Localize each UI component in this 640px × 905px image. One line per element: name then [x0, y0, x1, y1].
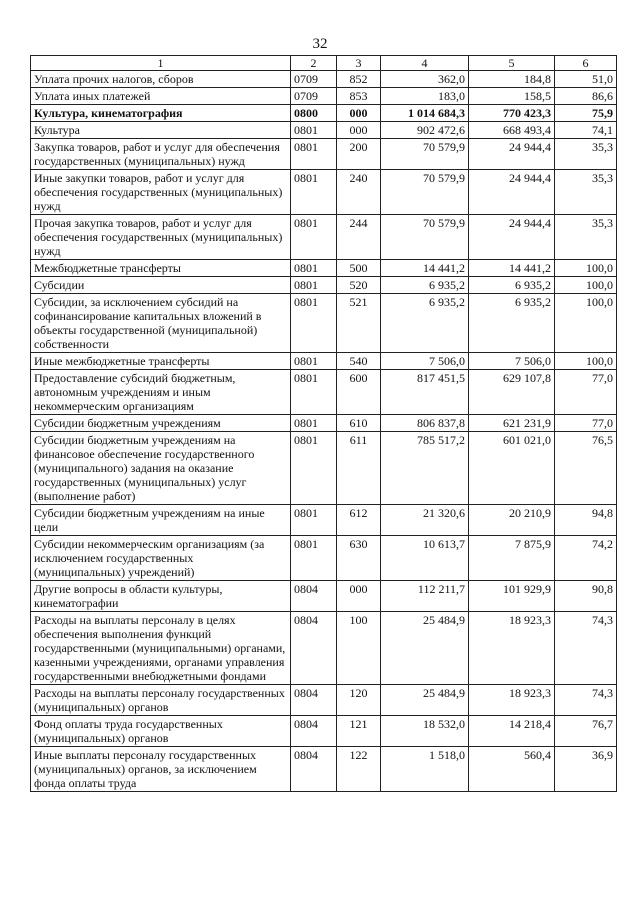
percent-cell: 76,7	[555, 716, 617, 747]
planned-amount-cell: 112 211,7	[381, 581, 469, 612]
expense-code-cell: 520	[337, 277, 381, 294]
section-code-cell: 0801	[291, 536, 337, 581]
planned-amount-cell: 7 506,0	[381, 353, 469, 370]
actual-amount-cell: 18 923,3	[469, 685, 555, 716]
expense-code-cell: 244	[337, 215, 381, 260]
row-name-cell: Прочая закупка товаров, работ и услуг для обеспечения государственных (муниципальных) нужд	[31, 215, 291, 260]
planned-amount-cell: 21 320,6	[381, 505, 469, 536]
page-number: 32	[312, 36, 328, 52]
actual-amount-cell: 668 493,4	[469, 122, 555, 139]
planned-amount-cell: 902 472,6	[381, 122, 469, 139]
actual-amount-cell: 158,5	[469, 88, 555, 105]
column-header: 6	[555, 56, 617, 71]
column-header: 4	[381, 56, 469, 71]
expense-code-cell: 200	[337, 139, 381, 170]
section-code-cell: 0801	[291, 370, 337, 415]
row-name-cell: Культура	[31, 122, 291, 139]
section-code-cell: 0709	[291, 88, 337, 105]
expense-code-cell: 000	[337, 105, 381, 122]
row-name-cell: Уплата иных платежей	[31, 88, 291, 105]
actual-amount-cell: 184,8	[469, 71, 555, 88]
actual-amount-cell: 6 935,2	[469, 294, 555, 353]
actual-amount-cell: 24 944,4	[469, 170, 555, 215]
table-row	[31, 581, 617, 612]
row-name-cell: Предоставление субсидий бюджетным, автономным учреждениям и иным некоммерческим организациям	[31, 370, 291, 415]
row-name-cell: Расходы на выплаты персоналу в целях обеспечения выполнения функций государственными (муниципальными) органами, казенными учреждениями, органами управления государственными внебюджетными фондами	[31, 612, 291, 685]
planned-amount-cell: 785 517,2	[381, 432, 469, 505]
table-row	[31, 88, 617, 105]
row-name-cell: Межбюджетные трансферты	[31, 260, 291, 277]
percent-cell: 74,2	[555, 536, 617, 581]
table-row	[31, 685, 617, 716]
expense-code-cell: 122	[337, 747, 381, 792]
expense-code-cell: 540	[337, 353, 381, 370]
row-name-cell: Другие вопросы в области культуры, кинематографии	[31, 581, 291, 612]
actual-amount-cell: 101 929,9	[469, 581, 555, 612]
actual-amount-cell: 770 423,3	[469, 105, 555, 122]
row-name-cell: Расходы на выплаты персоналу государственных (муниципальных) органов	[31, 685, 291, 716]
actual-amount-cell: 7 506,0	[469, 353, 555, 370]
expense-code-cell: 630	[337, 536, 381, 581]
planned-amount-cell: 18 532,0	[381, 716, 469, 747]
row-name-cell: Субсидии бюджетным учреждениям на финансовое обеспечение государственного (муниципального) задания на оказание государственных (муниципальных) услуг (выполнение работ)	[31, 432, 291, 505]
section-code-cell: 0801	[291, 505, 337, 536]
column-header: 2	[291, 56, 337, 71]
planned-amount-cell: 10 613,7	[381, 536, 469, 581]
expense-code-cell: 120	[337, 685, 381, 716]
expense-code-cell: 000	[337, 581, 381, 612]
section-code-cell: 0804	[291, 581, 337, 612]
row-name-cell: Субсидии, за исключением субсидий на софинансирование капитальных вложений в объекты государственной (муниципальной) собственности	[31, 294, 291, 353]
table-row	[31, 71, 617, 88]
section-code-cell: 0801	[291, 294, 337, 353]
actual-amount-cell: 14 441,2	[469, 260, 555, 277]
table-row	[31, 747, 617, 792]
table-body	[31, 56, 617, 792]
actual-amount-cell: 601 021,0	[469, 432, 555, 505]
percent-cell: 35,3	[555, 170, 617, 215]
row-name-cell: Субсидии бюджетным учреждениям	[31, 415, 291, 432]
planned-amount-cell: 70 579,9	[381, 170, 469, 215]
section-code-cell: 0801	[291, 277, 337, 294]
planned-amount-cell: 6 935,2	[381, 277, 469, 294]
table-row	[31, 294, 617, 353]
row-name-cell: Уплата прочих налогов, сборов	[31, 71, 291, 88]
table-row	[31, 716, 617, 747]
planned-amount-cell: 14 441,2	[381, 260, 469, 277]
percent-cell: 35,3	[555, 215, 617, 260]
table-row	[31, 215, 617, 260]
expense-code-cell: 521	[337, 294, 381, 353]
percent-cell: 90,8	[555, 581, 617, 612]
expense-code-cell: 611	[337, 432, 381, 505]
expense-code-cell: 610	[337, 415, 381, 432]
expense-code-cell: 853	[337, 88, 381, 105]
actual-amount-cell: 18 923,3	[469, 612, 555, 685]
planned-amount-cell: 362,0	[381, 71, 469, 88]
percent-cell: 75,9	[555, 105, 617, 122]
table-row	[31, 105, 617, 122]
percent-cell: 74,1	[555, 122, 617, 139]
column-header: 3	[337, 56, 381, 71]
actual-amount-cell: 629 107,8	[469, 370, 555, 415]
table-row	[31, 415, 617, 432]
percent-cell: 100,0	[555, 294, 617, 353]
actual-amount-cell: 24 944,4	[469, 215, 555, 260]
expense-code-cell: 000	[337, 122, 381, 139]
expense-code-cell: 121	[337, 716, 381, 747]
planned-amount-cell: 25 484,9	[381, 612, 469, 685]
percent-cell: 86,6	[555, 88, 617, 105]
table-row	[31, 170, 617, 215]
row-name-cell: Фонд оплаты труда государственных (муниципальных) органов	[31, 716, 291, 747]
percent-cell: 100,0	[555, 277, 617, 294]
percent-cell: 74,3	[555, 685, 617, 716]
table-row	[31, 505, 617, 536]
section-code-cell: 0801	[291, 122, 337, 139]
row-name-cell: Закупка товаров, работ и услуг для обеспечения государственных (муниципальных) нужд	[31, 139, 291, 170]
table-row	[31, 370, 617, 415]
percent-cell: 100,0	[555, 260, 617, 277]
percent-cell: 76,5	[555, 432, 617, 505]
actual-amount-cell: 6 935,2	[469, 277, 555, 294]
planned-amount-cell: 70 579,9	[381, 215, 469, 260]
expense-code-cell: 240	[337, 170, 381, 215]
section-code-cell: 0709	[291, 71, 337, 88]
budget-table	[30, 55, 617, 792]
table-row	[31, 122, 617, 139]
planned-amount-cell: 817 451,5	[381, 370, 469, 415]
planned-amount-cell: 1 014 684,3	[381, 105, 469, 122]
row-name-cell: Иные выплаты персоналу государственных (муниципальных) органов, за исключением фонда оплаты труда	[31, 747, 291, 792]
section-code-cell: 0804	[291, 747, 337, 792]
row-name-cell: Субсидии	[31, 277, 291, 294]
row-name-cell: Иные межбюджетные трансферты	[31, 353, 291, 370]
percent-cell: 35,3	[555, 139, 617, 170]
planned-amount-cell: 183,0	[381, 88, 469, 105]
table-row	[31, 432, 617, 505]
section-code-cell: 0801	[291, 170, 337, 215]
actual-amount-cell: 14 218,4	[469, 716, 555, 747]
expense-code-cell: 100	[337, 612, 381, 685]
planned-amount-cell: 806 837,8	[381, 415, 469, 432]
actual-amount-cell: 24 944,4	[469, 139, 555, 170]
header-row	[31, 56, 617, 71]
actual-amount-cell: 7 875,9	[469, 536, 555, 581]
table-row	[31, 260, 617, 277]
expense-code-cell: 852	[337, 71, 381, 88]
percent-cell: 51,0	[555, 71, 617, 88]
expense-code-cell: 612	[337, 505, 381, 536]
table-row	[31, 139, 617, 170]
expense-code-cell: 500	[337, 260, 381, 277]
row-name-cell: Субсидии некоммерческим организациям (за исключением государственных (муниципальных) учреждений)	[31, 536, 291, 581]
section-code-cell: 0804	[291, 685, 337, 716]
section-code-cell: 0804	[291, 612, 337, 685]
table-row	[31, 277, 617, 294]
percent-cell: 77,0	[555, 370, 617, 415]
percent-cell: 77,0	[555, 415, 617, 432]
table-row	[31, 612, 617, 685]
section-code-cell: 0801	[291, 139, 337, 170]
row-name-cell: Культура, кинематография	[31, 105, 291, 122]
section-code-cell: 0801	[291, 353, 337, 370]
section-code-cell: 0801	[291, 432, 337, 505]
table-row	[31, 536, 617, 581]
planned-amount-cell: 1 518,0	[381, 747, 469, 792]
column-header: 1	[31, 56, 291, 71]
section-code-cell: 0800	[291, 105, 337, 122]
planned-amount-cell: 6 935,2	[381, 294, 469, 353]
actual-amount-cell: 560,4	[469, 747, 555, 792]
section-code-cell: 0801	[291, 215, 337, 260]
section-code-cell: 0801	[291, 415, 337, 432]
section-code-cell: 0804	[291, 716, 337, 747]
expense-code-cell: 600	[337, 370, 381, 415]
actual-amount-cell: 20 210,9	[469, 505, 555, 536]
percent-cell: 36,9	[555, 747, 617, 792]
actual-amount-cell: 621 231,9	[469, 415, 555, 432]
section-code-cell: 0801	[291, 260, 337, 277]
planned-amount-cell: 70 579,9	[381, 139, 469, 170]
column-header: 5	[469, 56, 555, 71]
planned-amount-cell: 25 484,9	[381, 685, 469, 716]
percent-cell: 94,8	[555, 505, 617, 536]
percent-cell: 100,0	[555, 353, 617, 370]
row-name-cell: Субсидии бюджетным учреждениям на иные цели	[31, 505, 291, 536]
table-row	[31, 353, 617, 370]
row-name-cell: Иные закупки товаров, работ и услуг для обеспечения государственных (муниципальных) нужд	[31, 170, 291, 215]
percent-cell: 74,3	[555, 612, 617, 685]
